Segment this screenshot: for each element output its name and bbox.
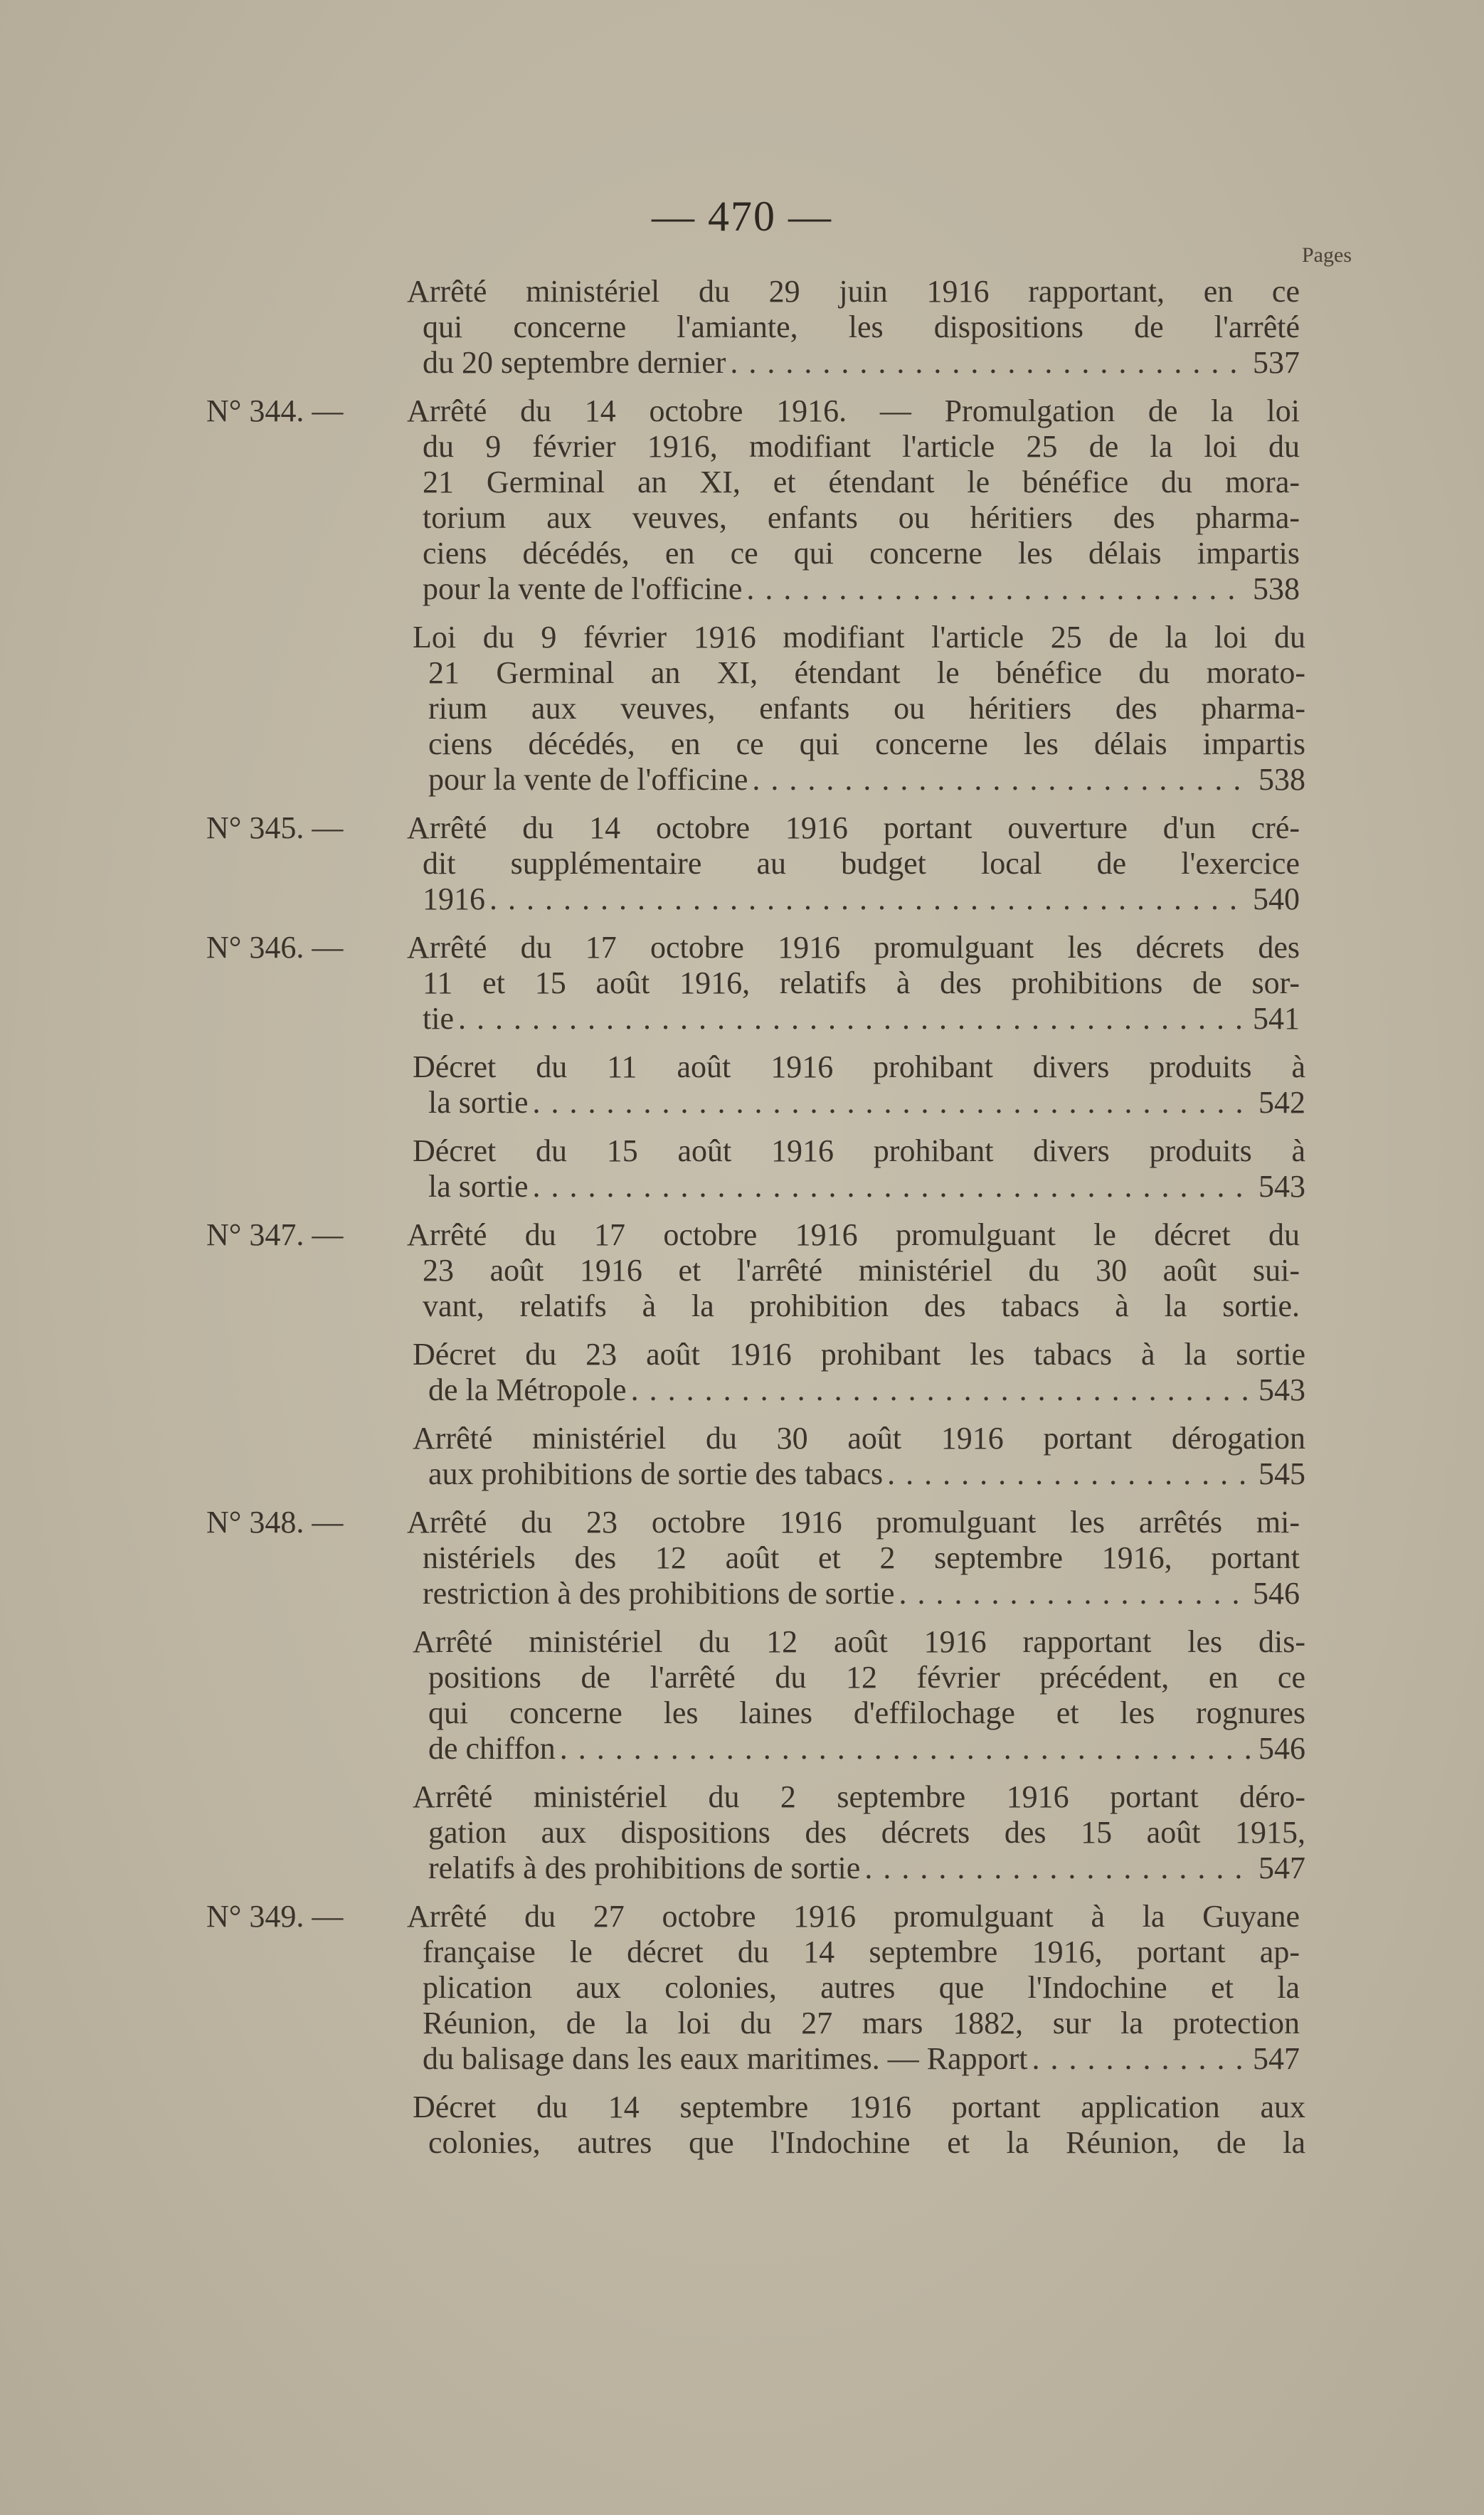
item-text-line: Arrêté ministériel du 29 juin 1916 rapportant, en ce — [407, 274, 1300, 309]
item-text-line: qui concerne l'amiante, les dispositions de l'arrêté — [423, 309, 1300, 344]
dot-leader — [752, 762, 1251, 798]
item-leader-line — [407, 1001, 1300, 1037]
item-leader-line — [413, 1850, 1305, 1886]
item-text-line: vant, relatifs à la prohibition des tabacs à la sortie. — [423, 1288, 1300, 1323]
entry-number: N° 344. — — [206, 393, 344, 428]
item-text-tail: du 20 septembre dernier — [423, 345, 726, 380]
toc-entry — [0, 810, 1484, 917]
dot-leader — [533, 1169, 1251, 1204]
item-text-tail: du balisage dans les eaux maritimes. — Rapport — [423, 2041, 1028, 2076]
toc-item — [413, 1337, 1305, 1408]
item-text-line: Arrêté du 23 octobre 1916 promulguant les arrêtés mi- — [407, 1505, 1300, 1540]
item-text-tail: restriction à des prohibitions de sortie — [423, 1576, 895, 1611]
item-text-line: positions de l'arrêté du 12 février précédent, en ce — [428, 1660, 1305, 1695]
toc-item — [407, 393, 1300, 607]
item-text-line: gation aux dispositions des décrets des 15 août 1915, — [428, 1815, 1305, 1850]
page-reference: 545 — [1258, 1456, 1305, 1491]
dot-leader — [533, 1085, 1251, 1121]
toc-entry — [0, 930, 1484, 1204]
item-text-tail: aux prohibitions de sortie des tabacs — [428, 1456, 884, 1491]
entry-number: N° 347. — — [206, 1217, 344, 1252]
page-reference: 538 — [1253, 571, 1300, 606]
item-text-line: nistériels des 12 août et 2 septembre 1916, portant — [423, 1540, 1300, 1575]
item-leader-line — [407, 881, 1300, 917]
item-leader-line — [413, 1456, 1305, 1492]
item-text-line: Arrêté du 17 octobre 1916 promulguant les décrets des — [407, 930, 1300, 965]
item-text-line: Décret du 14 septembre 1916 portant application aux — [413, 2090, 1305, 2124]
item-text-line: rium aux veuves, enfants ou héritiers des pharma- — [428, 691, 1305, 726]
page-reference: 546 — [1258, 1731, 1305, 1766]
toc-item — [407, 930, 1300, 1037]
item-text-line: plication aux colonies, autres que l'Indochine et la — [423, 1970, 1300, 2005]
item-text-line: Arrêté ministériel du 2 septembre 1916 portant déro- — [413, 1779, 1305, 1814]
toc-item — [413, 2090, 1305, 2161]
page-reference: 546 — [1253, 1576, 1300, 1611]
item-text-line: Arrêté ministériel du 30 août 1916 portant dérogation — [413, 1421, 1305, 1456]
item-leader-line — [413, 1372, 1305, 1408]
dot-leader — [489, 881, 1246, 917]
item-text-line: Réunion, de la loi du 27 mars 1882, sur la protection — [423, 2006, 1300, 2040]
item-text-line: 21 Germinal an XI, et étendant le bénéfice du mora- — [423, 465, 1300, 499]
entry-number: N° 345. — — [206, 810, 344, 845]
dot-leader — [631, 1372, 1251, 1408]
entry-number: N° 349. — — [206, 1899, 344, 1934]
page-reference: 538 — [1258, 762, 1305, 797]
item-text-line: du 9 février 1916, modifiant l'article 25 de la loi du — [423, 429, 1300, 464]
item-text-line: Arrêté ministériel du 12 août 1916 rapportant les dis- — [413, 1624, 1305, 1659]
item-text-tail: pour la vente de l'officine — [423, 571, 743, 606]
page-reference: 540 — [1253, 881, 1300, 916]
item-text-tail: de la Métropole — [428, 1372, 627, 1407]
item-text-tail: la sortie — [428, 1085, 529, 1120]
item-text-line: Arrêté du 14 octobre 1916 portant ouverture d'un cré- — [407, 810, 1300, 845]
item-text-line: colonies, autres que l'Indochine et la Réunion, de la — [428, 2125, 1305, 2160]
item-text-line: torium aux veuves, enfants ou héritiers des pharma- — [423, 500, 1300, 535]
toc-item — [413, 1624, 1305, 1767]
dot-leader — [864, 1850, 1251, 1886]
dot-leader — [899, 1576, 1246, 1611]
item-leader-line — [413, 1169, 1305, 1204]
table-of-contents — [0, 274, 1484, 2174]
dot-leader — [746, 571, 1246, 607]
item-text-line: Décret du 15 août 1916 prohibant divers produits à — [413, 1133, 1305, 1168]
item-text-line: française le décret du 14 septembre 1916, portant ap- — [423, 1934, 1300, 1969]
item-text-tail: pour la vente de l'officine — [428, 762, 748, 797]
item-text-line: dit supplémentaire au budget local de l'exercice — [423, 846, 1300, 881]
item-text-line: qui concerne les laines d'effilochage et les rognures — [428, 1695, 1305, 1730]
toc-entry — [0, 1217, 1484, 1492]
entry-number: N° 348. — — [206, 1505, 344, 1540]
item-text-tail: 1916 — [423, 881, 485, 916]
page-number: — 470 — — [652, 193, 832, 240]
dot-leader — [730, 345, 1246, 381]
item-leader-line — [413, 1731, 1305, 1767]
item-text-line: Décret du 11 août 1916 prohibant divers produits à — [413, 1049, 1305, 1084]
item-text-line: 11 et 15 août 1916, relatifs à des prohibitions de sor- — [423, 965, 1300, 1000]
item-text-line: 21 Germinal an XI, étendant le bénéfice du morato- — [428, 655, 1305, 690]
page-column-label: Pages — [1302, 243, 1352, 267]
item-leader-line — [407, 571, 1300, 607]
toc-item — [413, 1049, 1305, 1121]
toc-entry — [0, 393, 1484, 798]
page-reference: 547 — [1253, 2041, 1300, 2076]
toc-item — [407, 1217, 1300, 1324]
page-reference: 543 — [1258, 1169, 1305, 1204]
page-reference: 541 — [1253, 1001, 1300, 1036]
item-text-line: ciens décédés, en ce qui concerne les délais impartis — [423, 536, 1300, 571]
toc-item — [413, 1133, 1305, 1204]
page-reference: 547 — [1258, 1850, 1305, 1885]
entry-number: N° 346. — — [206, 930, 344, 965]
page-reference: 537 — [1253, 345, 1300, 380]
item-text-line: Décret du 23 août 1916 prohibant les tabacs à la sortie — [413, 1337, 1305, 1372]
item-text-tail: tie — [423, 1001, 454, 1036]
item-text-tail: relatifs à des prohibitions de sortie — [428, 1850, 861, 1885]
toc-entry — [0, 1899, 1484, 2161]
toc-entry — [0, 1505, 1484, 1886]
toc-item — [407, 1899, 1300, 2077]
toc-item — [407, 1505, 1300, 1611]
item-leader-line — [407, 1576, 1300, 1611]
toc-item — [413, 1421, 1305, 1492]
dot-leader — [458, 1001, 1246, 1037]
item-leader-line — [407, 2041, 1300, 2077]
page-reference: 543 — [1258, 1372, 1305, 1407]
toc-item — [407, 810, 1300, 917]
page-reference: 542 — [1258, 1085, 1305, 1120]
dot-leader — [1032, 2041, 1246, 2077]
item-text-line: ciens décédés, en ce qui concerne les délais impartis — [428, 726, 1305, 761]
item-text-line: Arrêté du 17 octobre 1916 promulguant le décret du — [407, 1217, 1300, 1252]
dot-leader — [887, 1456, 1251, 1492]
item-text-tail: de chiffon — [428, 1731, 556, 1766]
toc-item — [407, 274, 1300, 381]
item-leader-line — [407, 345, 1300, 381]
item-text-line: Arrêté du 14 octobre 1916. — Promulgation de la loi — [407, 393, 1300, 428]
toc-entry — [0, 274, 1484, 381]
item-leader-line — [413, 762, 1305, 798]
toc-item — [413, 620, 1305, 798]
dot-leader — [560, 1731, 1251, 1767]
item-text-line: Loi du 9 février 1916 modifiant l'article 25 de la loi du — [413, 620, 1305, 655]
item-text-line: 23 août 1916 et l'arrêté ministériel du 30 août sui- — [423, 1253, 1300, 1288]
toc-item — [413, 1779, 1305, 1886]
item-text-line: Arrêté du 27 octobre 1916 promulguant à la Guyane — [407, 1899, 1300, 1934]
item-text-tail: la sortie — [428, 1169, 529, 1204]
item-leader-line — [413, 1085, 1305, 1121]
